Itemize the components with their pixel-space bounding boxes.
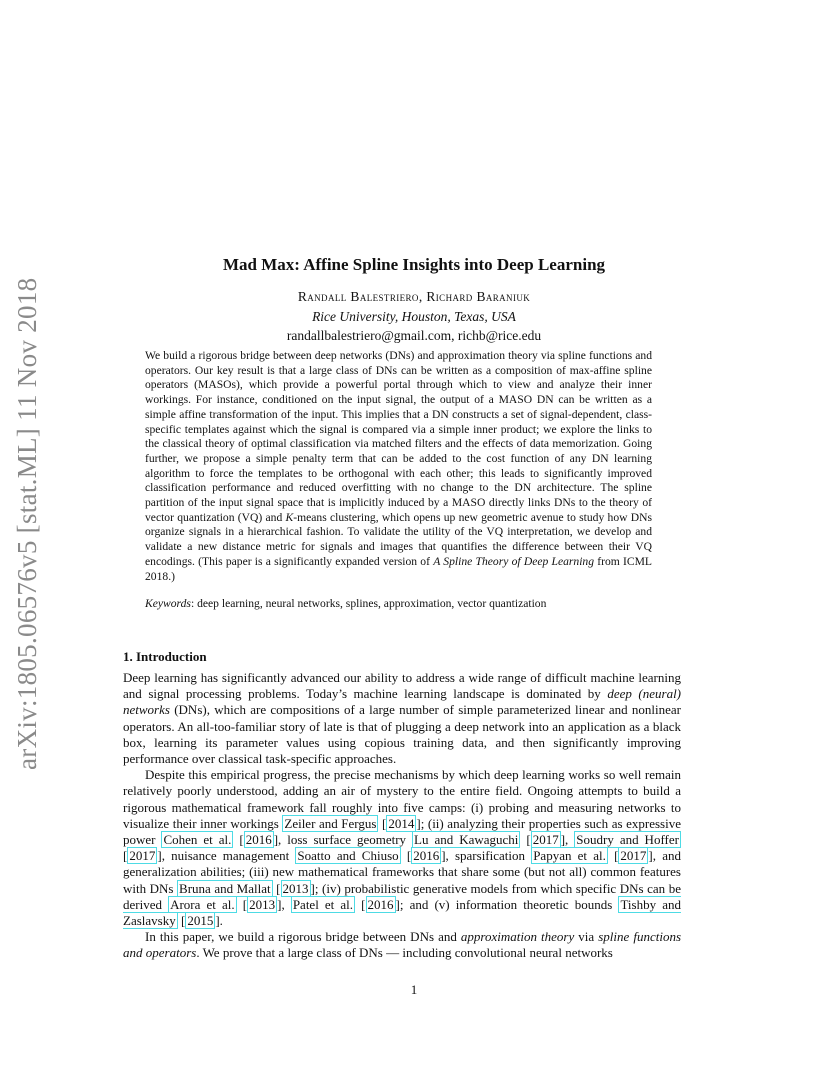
abstract-text-end: from ICML 2018.) [145,554,653,583]
abstract-k-symbol: K [285,510,294,524]
abstract-text: We build a rigorous bridge between deep networks (DNs) and approximation theory via spline functions and operators. Our key result is that a large class of DNs can be written as a composition of max-affine spline operators (MASOs), which provide a powerful portal through which to view and analyze their inner workings. For instance, conditioned on the input signal, the output of a MASO DN can be written as a simple affine transformation of the input. This implies that a DN constructs a set of signal-dependent, class-specific templates against which the signal is compared via a simple inner product; we explore the links to the classical theory of optimal classification via matched filters and the effects of data memorization. Going further, we propose a simple penalty term that can be added to the cost function of any DN learning algorithm to force the templates to be orthogonal with each other; this leads to significantly improved classification performance and reduced overfitting with no change to the DN architecture. The spline partition of the input signal space that is implicitly induced by a MASO directly links DNs to the theory of vector quantization (VQ) and [145,349,652,524]
paragraph-3: In this paper, we build a rigorous bridge between DNs and approximation theory via spline functions and operators. We prove that a large class of DNs — including convolutional neural networks [123,929,682,961]
emphasis-deep-networks: deep (neural) networks [123,686,682,718]
citation-year-link[interactable]: 2017 [532,832,559,848]
citation-year-link[interactable]: 2016 [245,832,272,848]
page-number: 1 [410,982,418,997]
citation-link[interactable]: Bruna and Mallat [179,880,271,896]
emphasis-spline-functions: spline functions and operators [123,929,682,961]
abstract-paper-reference: A Spline Theory of Deep Learning [433,554,595,568]
author-emails: randallbalestriero@gmail.com, richb@rice.edu [286,328,542,343]
introduction-body [123,670,681,962]
paragraph-2: Despite this empirical progress, the precise mechanisms by which deep learning works so well remain relatively poorly understood, adding an air of mystery to the entire field. Ongoing attempts to build a rigorous mathematical framework fall roughly into five camps: (i) probing and measuring networks to visualize their inner workings Zeiler and Fergus [ 2014 ]; (ii) analyzing their properties such as expressive power Cohen et al. [ 2016 ], loss surface geometry Lu and Kawaguchi [ 2017 ], Soudry and Hoffer [ 2017 ], nuisance management Soatto and Chiuso [ 2016 ], sparsification Papyan et al. [ 2017 ], and generalization abilities; (iii) new mathematical frameworks that share some (but not all) common features with DNs Bruna and Mallat [ 2013 ]; (iv) probabilistic generative models from which specific DNs can be derived Arora et al. [ 2013 ], Patel et al. [ 2016 ]; and (v) information theoretic bounds Tishby and Zaslavsky [ 2015 ]. [123,767,681,929]
keywords-list: : deep learning, neural networks, splines, approximation, vector quantization [190,597,547,610]
affiliation: Rice University, Houston, Texas, USA [312,309,516,324]
citation-year-link[interactable]: 2014 [388,815,415,831]
section-heading-introduction: 1. Introduction [123,649,207,664]
paragraph-1: Deep learning has significantly advanced our ability to address a wide range of difficult machine learning and signal processing problems. Today’s machine learning landscape is dominated by deep (neural) networks (DNs), which are compositions of a large number of simple parameterized linear and nonlinear operators. An all-too-familiar story of late is that of plugging a deep network into an application as a black box, learning its parameter values using copious training data, and then significantly improving performance over classical task-specific approaches. [123,670,682,767]
abstract-text-cont: -means clustering, which opens up new geometric avenue to study how DNs organize signals in a hierarchical fashion. To validate the utility of the VQ interpretation, we develop and validate a new distance metric for signals and images that quantifies the difference between their VQ encodings. (This paper is a significantly expanded version of [145,510,652,568]
citation-link[interactable]: Patel et al. [292,896,354,912]
citation-year-link[interactable]: 2015 [187,913,214,929]
emphasis-approximation-theory: approximation theory [460,929,575,945]
keywords-label: Keywords [145,597,191,610]
citation-link[interactable]: Arora et al. [170,896,235,912]
citation-year-link[interactable]: 2017 [620,848,647,864]
citation-link[interactable]: Tishby and Zaslavsky [123,896,681,929]
citation-link[interactable]: Cohen et al. [163,832,232,848]
citation-link[interactable]: Lu and Kawaguchi [414,832,519,848]
arxiv-identifier: arXiv:1805.06576v5 [stat.ML] 11 Nov 2018 [12,277,42,770]
citation-link[interactable]: Soatto and Chiuso [297,848,399,864]
paper-title: Mad Max: Affine Spline Insights into Deep Learning [222,255,606,274]
citation-link[interactable]: Zeiler and Fergus [284,815,377,831]
citation-year-link[interactable]: 2013 [282,880,309,896]
citation-year-link[interactable]: 2013 [249,896,276,912]
author-list: Randall Balestriero, Richard Baraniuk [297,289,531,304]
keywords [145,597,652,612]
abstract [145,349,652,584]
citation-link[interactable]: Papyan et al. [533,848,606,864]
citation-year-link[interactable]: 2017 [129,848,156,864]
citation-year-link[interactable]: 2016 [367,896,394,912]
citation-year-link[interactable]: 2016 [413,848,440,864]
citation-link[interactable]: Soudry and Hoffer [576,832,679,848]
